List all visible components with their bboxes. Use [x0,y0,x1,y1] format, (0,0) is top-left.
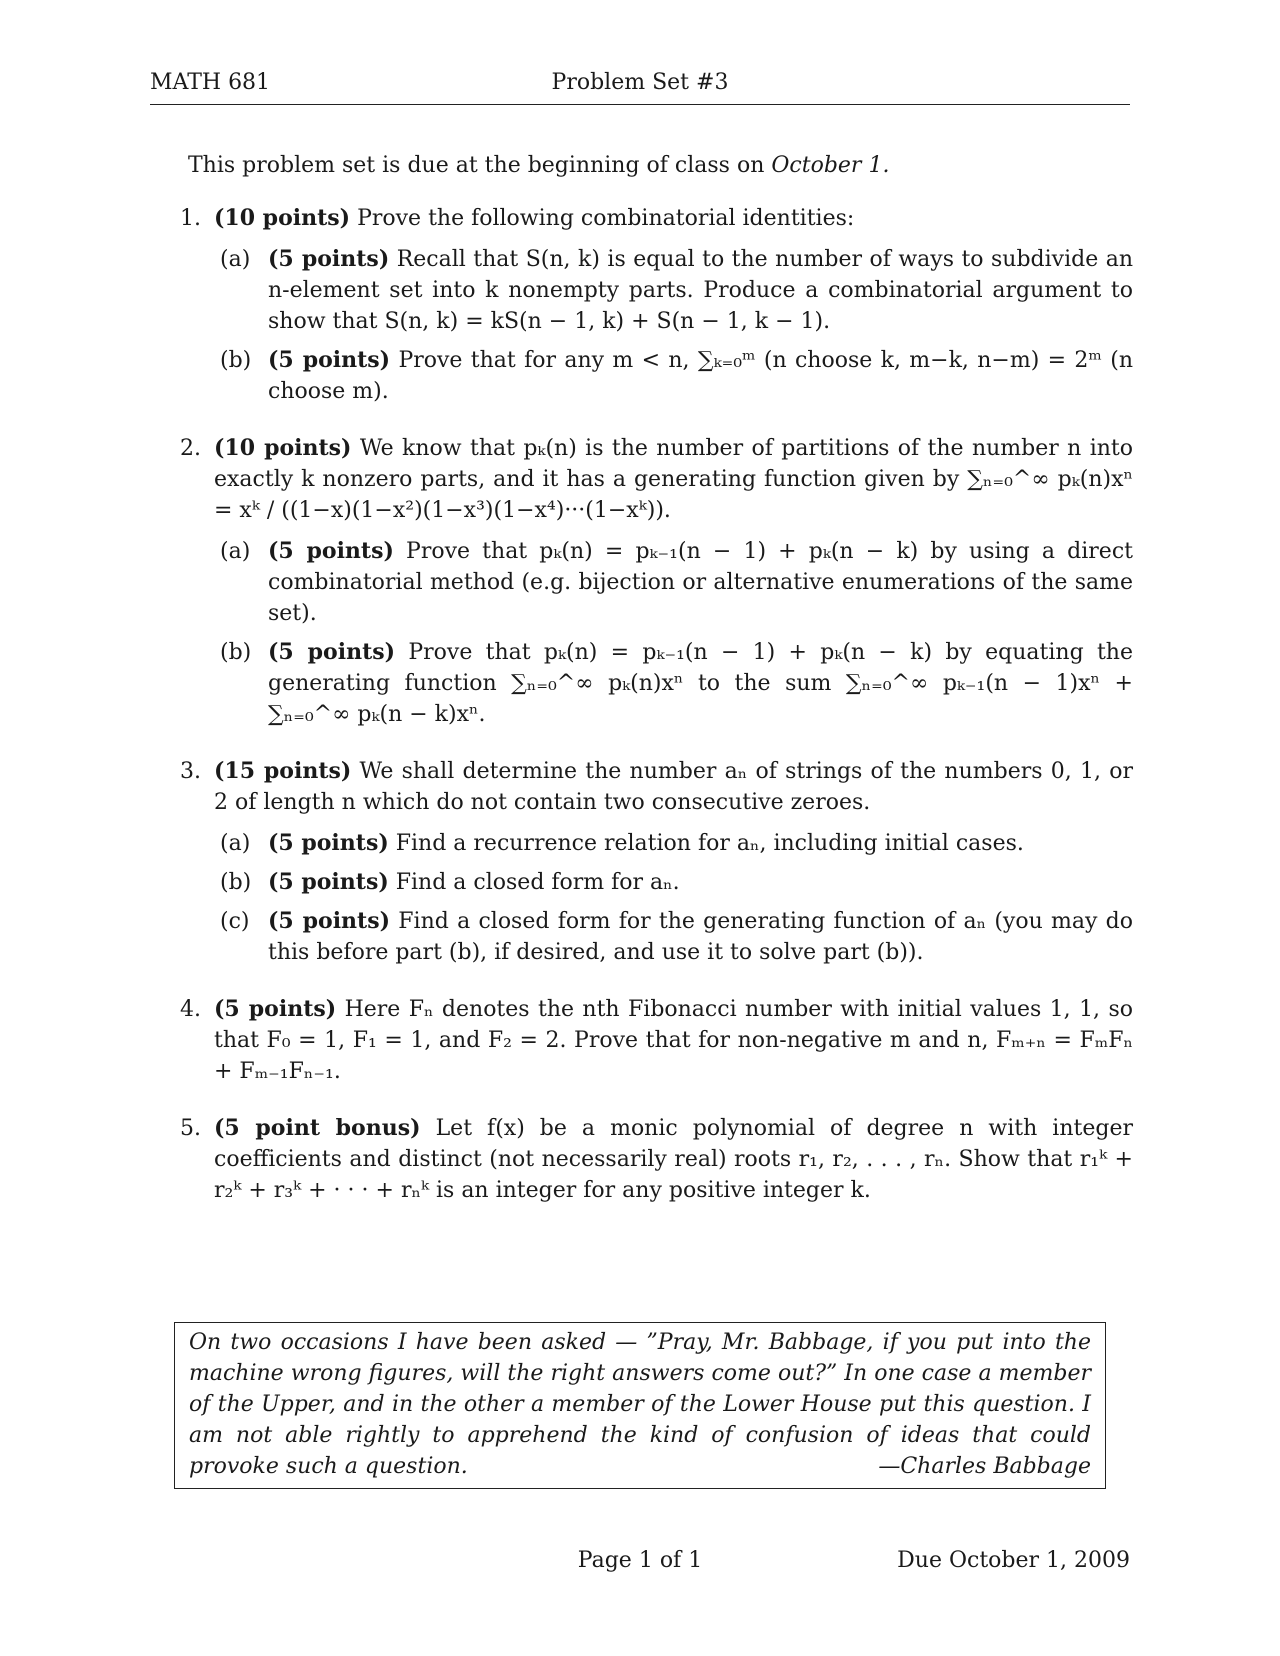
due-date: October 1. [771,153,890,178]
subproblem-3b [214,867,1133,898]
problem-4 [180,994,1133,1087]
subproblem-points: (5 points) [268,639,396,665]
subproblem-text: Prove that for any m < n, ∑ₖ₌₀ᵐ (n choose k, m−k, n−m) = 2ᵐ (n choose m). [268,348,1133,404]
subproblem-list [214,244,1133,407]
subproblem-2b [214,637,1133,730]
problem-3 [180,756,1134,968]
subproblem-list [214,828,1133,968]
document-title: Problem Set #3 [551,70,729,95]
course-code: MATH 681 [150,70,271,95]
subproblem-points: (5 points) [268,830,389,856]
problem-text: We shall determine the number aₙ of strings of the numbers 0, 1, or 2 of length n which do not contain two consecutive zeroes. [214,759,1133,815]
problem-points: (5 point bonus) [214,1115,421,1141]
quote-box [174,1322,1106,1489]
problem-text: Let f(x) be a monic polynomial of degree n with integer coefficients and distinct (not necessarily real) roots r₁, r₂, . . . , rₙ. Show that r₁ᵏ + r₂ᵏ + r₃ᵏ + · · · + rₙᵏ is an integer for any positive integer k. [214,1116,1133,1203]
subproblem-3c [214,906,1133,968]
subproblem-label: (c) [220,909,250,934]
problem-points: (10 points) [214,435,352,461]
problem-1 [180,203,1134,407]
problem-text: We know that pₖ(n) is the number of partitions of the number n into exactly k nonzero parts, and it has a generating function given by ∑ₙ₌₀^∞ pₖ(n)xⁿ = xᵏ / ((1−x)(1−x²)(1−x³)(1−x⁴)···(1−xᵏ)). [214,436,1133,523]
subproblem-label: (b) [220,348,252,373]
page-number: Page 1 of 1 [577,1548,703,1573]
subproblem-text: Find a closed form for the generating function of aₙ (you may do this before part (b), if desired, and use it to solve part (b)). [268,909,1134,965]
problem-text: Here Fₙ denotes the nth Fibonacci number with initial values 1, 1, so that F₀ = 1, F₁ = 1, and F₂ = 2. Prove that for non-negative m and n, Fₘ₊ₙ = FₘFₙ + Fₘ₋₁Fₙ₋₁. [214,997,1133,1084]
intro-text: This problem set is due at the beginning of class on [188,153,772,178]
subproblem-label: (a) [220,539,251,564]
subproblem-2a [214,536,1133,629]
quote-text: On two occasions I have been asked — ”Pray, Mr. Babbage, if you put into the machine wrong figures, will the right answers come out?” In one case a member of the Upper, and in the other a member of the Lower House put this question. I am not able rightly to apprehend the kind of confusion of ideas that could provoke such a question. [189,1330,1091,1479]
problem-points: (10 points) [214,205,351,231]
problem-points: (5 points) [214,996,337,1022]
problem-2 [180,433,1133,730]
subproblem-label: (a) [220,831,251,856]
subproblem-points: (5 points) [268,347,391,373]
problem-set-body [180,150,1134,1232]
problem-points: (15 points) [214,758,352,784]
subproblem-text: Prove that pₖ(n) = pₖ₋₁(n − 1) + pₖ(n − k) by using a direct combinatorial method (e.g. bijection or alternative enumerations of the same set). [268,539,1133,626]
subproblem-label: (b) [220,870,252,895]
problem-number: 3. [180,759,201,784]
problem-number: 2. [180,436,201,461]
problem-5 [180,1113,1133,1206]
subproblem-points: (5 points) [268,246,390,272]
subproblem-points: (5 points) [268,869,389,895]
subproblem-text: Find a closed form for aₙ. [395,870,680,895]
page-header [150,68,1130,105]
subproblem-label: (a) [220,247,251,272]
footer-due-date: Due October 1, 2009 [897,1548,1130,1573]
subproblem-list [214,536,1133,730]
subproblem-text: Find a recurrence relation for aₙ, including initial cases. [395,831,1024,856]
subproblem-1b [214,345,1133,407]
subproblem-text: Recall that S(n, k) is equal to the number of ways to subdivide an n-element set into k nonempty parts. Produce a combinatorial argument to show that S(n, k) = kS(n − 1, k) + S(n − 1, k − 1). [268,247,1134,334]
subproblem-label: (b) [220,640,252,665]
problem-number: 5. [180,1116,201,1141]
subproblem-1a [214,244,1133,337]
subproblem-3a [214,828,1133,859]
subproblem-points: (5 points) [268,538,394,564]
quote-author: —Charles Babbage [878,1454,1091,1479]
problem-text: Prove the following combinatorial identities: [357,206,855,231]
subproblem-text: Prove that pₖ(n) = pₖ₋₁(n − 1) + pₖ(n − k) by equating the generating function ∑ₙ₌₀^∞ pₖ(n)xⁿ to the sum ∑ₙ₌₀^∞ pₖ₋₁(n − 1)xⁿ + ∑ₙ₌₀^∞ pₖ(n − k)xⁿ. [268,640,1133,727]
intro-paragraph [188,150,1133,181]
problem-number: 4. [180,997,201,1022]
subproblem-points: (5 points) [268,908,391,934]
problem-number: 1. [180,206,201,231]
